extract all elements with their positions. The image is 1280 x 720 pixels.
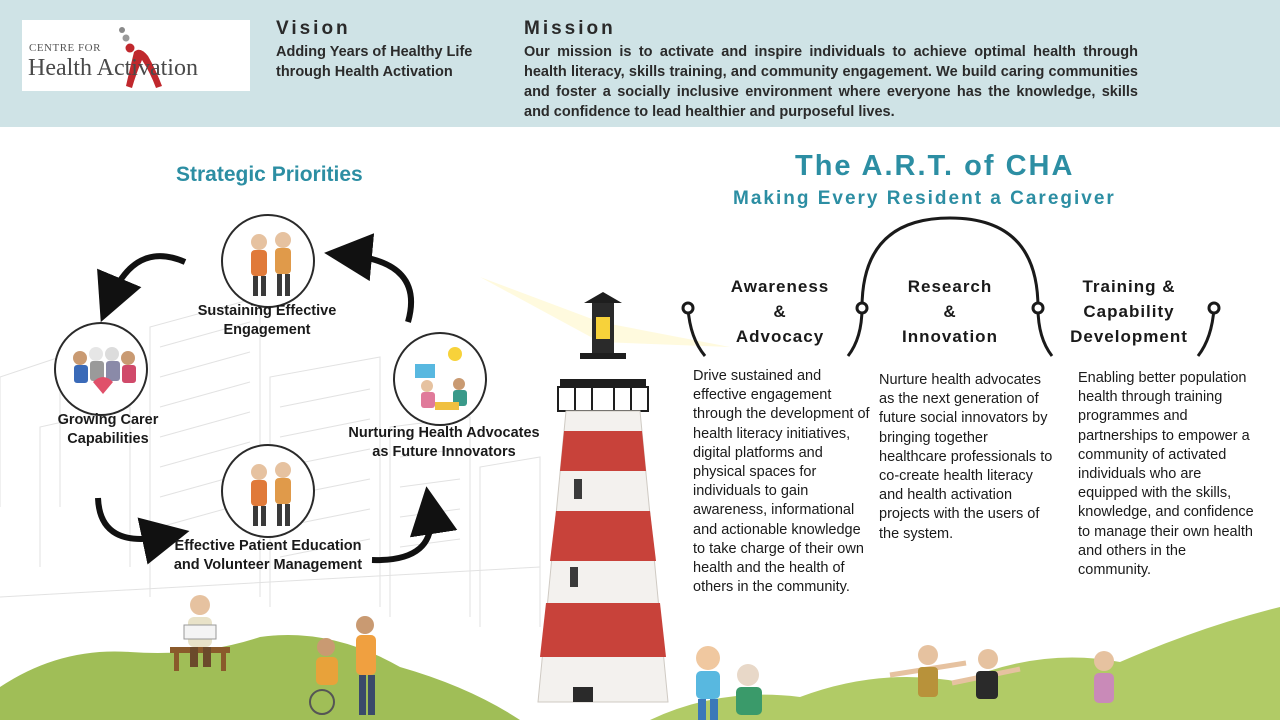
arch-middle-right-icon [1038, 308, 1052, 356]
art-title: The A.R.T. of CHA [795, 150, 1075, 182]
pillar-awareness-line-1: Awareness [730, 277, 830, 296]
pillar-training-line-1: Training & [1082, 277, 1176, 296]
pillar-awareness-line-3: Advocacy [735, 327, 825, 346]
priority-label-carer: Growing Carer Capabilities [57, 412, 159, 447]
pillar-training-line-2: Capability [1083, 302, 1175, 321]
mission-text: Our mission is to activate and inspire individuals to achieve optimal health through health literacy, skills training, and community engagement. We build caring communities and foster a socially inclusive environment where everyone has the knowledge, skills and confidence to lead healthier and purposeful lives. [524, 44, 1138, 120]
priority-label-engagement: Sustaining Effective Engagement [197, 303, 337, 338]
pillar-text-awareness: Drive sustained and effective engagement through the development of health literacy initiatives, digital platforms and physical spaces for individuals to gain awareness, informational and actionable knowledge to take charge of their own health and the health of others in the community. [693, 368, 870, 596]
strategic-priorities-title: Strategic Priorities [176, 163, 363, 186]
pillar-research-line-1: Research [907, 277, 993, 296]
arch-left-icon [688, 308, 705, 356]
logo-main-text: Health Activation [28, 55, 198, 81]
priority-label-education: Effective Patient Education and Volunteer Management [173, 538, 363, 573]
pillar-research-line-3: Innovation [902, 327, 998, 346]
node-1-icon [683, 303, 693, 313]
pillar-title-awareness [705, 274, 855, 349]
node-4-icon [1209, 303, 1219, 313]
node-2-icon [857, 303, 867, 313]
priority-label-innovators: Nurturing Health Advocates as Future Innovators [348, 425, 540, 460]
pillar-text-research: Nurture health advocates as the next generation of future social innovators by bringing together healthcare professionals to co-create health literacy and health activation projects with the users of the system. [879, 372, 1053, 542]
pillar-research-line-2: & [943, 302, 957, 321]
mission-title: Mission [524, 18, 616, 39]
pillar-training-line-3: Development [1070, 327, 1188, 346]
vision-title: Vision [276, 18, 351, 39]
vision-text: Adding Years of Healthy Life through Health Activation [276, 44, 473, 80]
art-subtitle: Making Every Resident a Caregiver [733, 188, 1116, 209]
pillar-text-training: Enabling better population health through training programmes and partnerships to empower a community of activated individuals who are equipped with the skills, knowledge, and confidence to manage their own health and others in the community. [1078, 370, 1254, 579]
logo-top-text: CENTRE FOR [29, 42, 101, 54]
pillar-title-training [1055, 274, 1203, 349]
node-3-icon [1033, 303, 1043, 313]
pillar-title-research [875, 274, 1025, 349]
pillar-awareness-line-2: & [773, 302, 787, 321]
